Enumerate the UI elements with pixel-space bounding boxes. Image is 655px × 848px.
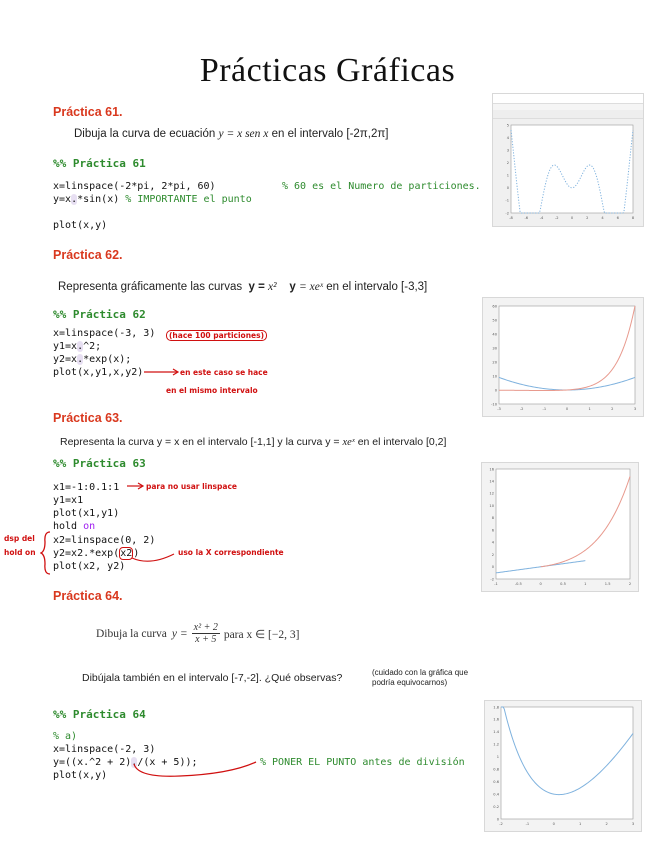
fraction-numerator: x² + 2 xyxy=(193,622,218,633)
page-title: Prácticas Gráficas xyxy=(199,52,456,89)
x-tick-label: -1 xyxy=(494,582,498,586)
code-text: y2=x2.*exp( xyxy=(53,548,120,559)
chart-64 xyxy=(485,701,641,831)
arrow-icon xyxy=(143,366,183,378)
x-tick-label: -2 xyxy=(499,822,503,826)
code-line xyxy=(53,548,139,560)
practica-63-statement xyxy=(60,436,446,448)
figure-63 xyxy=(481,462,639,592)
y-tick-label: 1.6 xyxy=(493,717,499,722)
code-line: plot(x,y) xyxy=(53,770,108,781)
practica-61-heading: Práctica 61. xyxy=(53,105,123,119)
code-line: x2=linspace(0, 2) xyxy=(53,535,156,546)
section-header-63: %% Práctica 63 xyxy=(53,457,146,470)
code-text: *sin(x) xyxy=(77,194,120,205)
note-text: podría equivocarnos) xyxy=(372,678,448,687)
section-header-64: %% Práctica 64 xyxy=(53,708,146,721)
y-tick-label: 1.8 xyxy=(493,705,499,710)
statement-text: Dibuja la curva de ecuación xyxy=(74,128,216,140)
code-line xyxy=(53,521,95,533)
formula-label: y xyxy=(289,281,296,293)
code-text: y=x xyxy=(53,194,72,205)
code-text: hold xyxy=(53,521,78,532)
code-line: y1=x1 xyxy=(53,495,84,506)
code-line xyxy=(53,194,252,206)
x-tick-label: -4 xyxy=(539,216,544,220)
x-tick-label: 8 xyxy=(631,216,635,220)
code-line: x=linspace(-2, 3) xyxy=(53,744,156,755)
code-text: y2=x xyxy=(53,354,78,365)
curved-arrow-icon xyxy=(130,550,180,566)
y-tick-label: 2 xyxy=(491,552,494,557)
y-tick-label: 0.2 xyxy=(493,804,499,809)
x-tick-label: -1 xyxy=(525,822,530,826)
code-text: /(x + 5)); xyxy=(137,757,198,768)
y-tick-label: 1.4 xyxy=(493,730,499,735)
plot-area xyxy=(499,306,635,404)
x-tick-label: -0.5 xyxy=(514,582,522,586)
x-tick-label: -3 xyxy=(497,407,501,411)
handwritten-note: uso la X correspondiente xyxy=(178,548,284,557)
code-text: ^2; xyxy=(83,341,102,352)
code-line: x=linspace(-3, 3) xyxy=(53,328,156,339)
handwritten-note: (hace 100 particiones) xyxy=(166,330,267,341)
formula: = xeˣ xyxy=(298,281,324,293)
plot-area xyxy=(501,707,633,819)
code-keyword: on xyxy=(83,521,96,532)
code-comment: % IMPORTANTE el punto xyxy=(125,194,252,205)
practica-64-statement xyxy=(96,622,299,645)
x-tick-label: 2 xyxy=(586,216,589,220)
y-tick-label: 0 xyxy=(491,565,494,570)
section-header-61: %% Práctica 61 xyxy=(53,157,146,170)
y-tick-label: 0.8 xyxy=(493,767,499,772)
y-tick-label: 6 xyxy=(491,528,494,533)
x-tick-label: 1.5 xyxy=(604,582,611,586)
highlight-dot: . xyxy=(77,354,84,365)
code-text: *exp(x); xyxy=(83,354,132,365)
code-comment: % 60 es el Numero de particiones. xyxy=(282,181,481,192)
y-tick-label: 12 xyxy=(489,491,494,496)
plot-area xyxy=(511,125,633,213)
practica-61-statement xyxy=(74,128,388,140)
practica-64-statement-2: Dibújala también en el intervalo [-7,-2]. ¿Qué observas? xyxy=(82,672,343,684)
fraction-denominator: x + 5 xyxy=(195,634,217,645)
x-tick-label: 2 xyxy=(605,822,608,826)
x-tick-label: -2 xyxy=(554,216,559,220)
window-toolbar xyxy=(493,110,643,119)
y-tick-label: -2 xyxy=(490,577,494,582)
code-line: x1=-1:0.1:1 xyxy=(53,482,120,493)
x-tick-label: -1 xyxy=(542,407,547,411)
x-tick-label: 1 xyxy=(579,822,582,826)
y-tick-label: -10 xyxy=(491,402,497,407)
figure-64 xyxy=(484,700,642,832)
note-text: (cuidado con la gráfica que xyxy=(372,668,469,677)
statement-text: en el intervalo [-3,3] xyxy=(326,281,428,293)
code-comment: % PONER EL PUNTO antes de división xyxy=(260,757,465,768)
code-line: plot(x,y1,x,y2) xyxy=(53,367,144,378)
y-tick-label: 60 xyxy=(492,304,497,309)
y-tick-label: 16 xyxy=(489,467,494,472)
y-tick-label: 0 xyxy=(496,817,499,822)
formula: xeˣ xyxy=(342,437,355,448)
x-tick-label: 3 xyxy=(631,822,635,826)
section-header-62: %% Práctica 62 xyxy=(53,308,146,321)
y-tick-label: 10 xyxy=(489,503,494,508)
y-tick-label: 20 xyxy=(492,360,497,365)
x-tick-label: 0 xyxy=(565,407,569,411)
code-line: plot(x,y) xyxy=(53,220,108,231)
y-tick-label: 30 xyxy=(492,346,497,351)
x-tick-label: 0 xyxy=(570,216,574,220)
x-tick-label: -2 xyxy=(519,407,524,411)
code-line xyxy=(53,341,101,353)
arrow-icon xyxy=(126,481,146,491)
y-tick-label: 3 xyxy=(506,148,509,153)
y-tick-label: 1 xyxy=(496,755,499,760)
chart-63 xyxy=(482,463,638,591)
x-tick-label: 0 xyxy=(552,822,555,826)
code-line: x=linspace(-2*pi, 2*pi, 60) xyxy=(53,181,216,192)
y-tick-label: 10 xyxy=(492,374,497,379)
x-tick-label: 4 xyxy=(601,216,604,220)
y-tick-label: 0.4 xyxy=(493,792,499,797)
y-tick-label: 8 xyxy=(491,516,494,521)
x-tick-label: -8 xyxy=(509,216,513,220)
statement-text: Dibuja la curva xyxy=(96,627,167,640)
y-tick-label: 1.2 xyxy=(493,742,499,747)
code-comment: % a) xyxy=(53,731,78,742)
circled-code: x2 xyxy=(120,548,133,559)
x-tick-label: 1 xyxy=(588,407,591,411)
y-tick-label: 40 xyxy=(492,332,497,337)
y-tick-label: 4 xyxy=(506,135,509,140)
code-text: y=((x.^2 + 2) xyxy=(53,757,132,768)
curved-arrow-icon xyxy=(130,760,260,782)
plot-area xyxy=(496,469,630,579)
x-tick-label: 1 xyxy=(584,582,587,586)
code-line: plot(x2, y2) xyxy=(53,561,126,572)
brace-icon xyxy=(40,530,52,576)
highlight-dot: . xyxy=(71,194,78,205)
highlight-dot: . xyxy=(131,757,138,768)
practica-62-heading: Práctica 62. xyxy=(53,248,123,262)
x-tick-label: 3 xyxy=(633,407,637,411)
handwritten-note: hold on xyxy=(4,548,36,557)
statement-text: para x ∈ [−2, 3] xyxy=(223,628,300,641)
formula: x² xyxy=(268,281,277,293)
chart-61 xyxy=(493,119,643,227)
code-text: ) xyxy=(133,548,140,559)
x-tick-label: -6 xyxy=(524,216,529,220)
code-text: y1=x xyxy=(53,341,78,352)
formula: y = x sen x xyxy=(218,128,269,140)
y-tick-label: 1 xyxy=(506,173,509,178)
formula-label: y = xyxy=(248,281,265,293)
x-tick-label: 2 xyxy=(628,582,632,586)
y-tick-label: -1 xyxy=(505,198,509,203)
figure-window-61 xyxy=(492,93,644,227)
fraction xyxy=(192,622,220,645)
formula: y = xyxy=(171,627,188,640)
y-tick-label: 14 xyxy=(489,479,494,484)
x-tick-label: 0 xyxy=(539,582,542,586)
handwritten-note: dsp del xyxy=(4,534,35,543)
y-tick-label: 0 xyxy=(506,186,509,191)
statement-text: Representa la curva y = x en el intervalo [-1,1] y la curva y = xyxy=(60,436,340,448)
y-tick-label: 2 xyxy=(506,161,509,166)
practica-64-heading: Práctica 64. xyxy=(53,589,123,603)
y-tick-label: -2 xyxy=(505,211,509,216)
code-line xyxy=(53,354,131,366)
statement-text: en el intervalo [-2π,2π] xyxy=(271,128,389,140)
window-titlebar xyxy=(493,94,643,104)
x-tick-label: 6 xyxy=(616,216,619,220)
code-line: plot(x1,y1) xyxy=(53,508,120,519)
highlight-dot: . xyxy=(77,341,84,352)
figure-62 xyxy=(482,297,644,417)
y-tick-label: 4 xyxy=(491,540,494,545)
x-tick-label: 2 xyxy=(611,407,614,411)
chart-62 xyxy=(483,298,643,416)
practica-63-heading: Práctica 63. xyxy=(53,411,123,425)
handwritten-note: para no usar linspace xyxy=(146,482,237,491)
y-tick-label: 5 xyxy=(506,123,509,128)
handwritten-note: en el mismo intervalo xyxy=(166,386,258,395)
y-tick-label: 50 xyxy=(492,318,497,323)
practica-62-statement xyxy=(58,281,427,293)
y-tick-label: 0 xyxy=(494,388,497,393)
handwritten-note: en este caso se hace xyxy=(180,368,268,377)
x-tick-label: 0.5 xyxy=(560,582,566,586)
statement-text: Representa gráficamente las curvas xyxy=(58,281,243,293)
statement-text: en el intervalo [0,2] xyxy=(357,436,447,448)
y-tick-label: 0.6 xyxy=(493,779,499,784)
